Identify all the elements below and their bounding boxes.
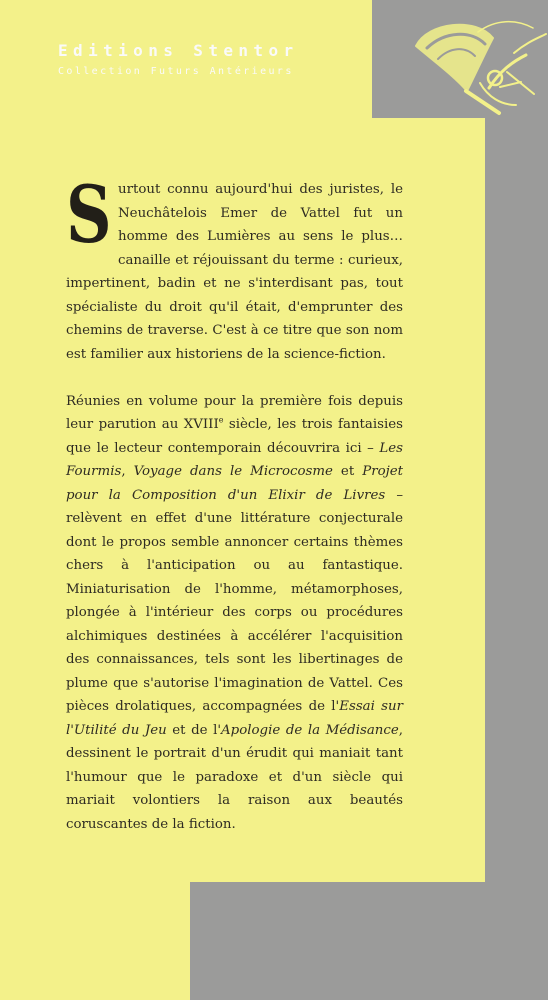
title-separator: ,: [121, 464, 134, 479]
title-between-text: et de l': [166, 722, 222, 738]
title-voyage-microcosme: Voyage dans le Microcosme: [133, 464, 333, 479]
gray-bottom-band: [190, 882, 548, 1000]
description-text-continued: siècle, les trois fantaisies que le lecteur contemporain découvrira ici –: [66, 417, 403, 456]
title-elixir-de-livres: Projet pour la Composition d'un Elixir de Livres: [66, 464, 404, 503]
description-text-start: Réunies en volume pour la première fois depuis leur parution au XVIII: [66, 393, 403, 432]
title-les-fourmis: Les Fourmis: [66, 440, 403, 479]
publisher-name: Editions Stentor: [58, 41, 299, 60]
description-text-middle: – relèvent en effet d'une littérature conjecturale dont le propos semble annoncer certains thèmes chers à l'anticipation ou au fantastique. Miniaturisation de l'homme, métamorphoses, plongée à l'intérieur des corps ou procédures alchimiques destinées à accélérer l'acquisition des connaissances, tels sont les libertinages de plume que s'autorise l'imagination de Vattel. Ces pièces drolatiques, accompagnées de l': [66, 487, 403, 714]
gramophone-horn-emblem-icon: [398, 14, 548, 118]
title-essai-utilite-jeu: Essai sur l'Utilité du Jeu: [66, 699, 403, 738]
intro-paragraph: [66, 168, 403, 366]
title-apologie-medisance: Apologie de la Médisance: [221, 722, 399, 738]
century-superscript: e: [218, 415, 224, 425]
drop-cap-letter: S: [66, 168, 112, 261]
back-cover-text: [66, 168, 404, 836]
intro-paragraph-text: urtout connu aujourd'hui des juristes, le Neuchâtelois Emer de Vattel fut un homme des Lumières au sens le plus… canaille et réjouissant du terme : curieux, impertinent, badin et ne s'interdisant pas, tout spécialiste du droit qu'il était, d'emprunter des chemins de traverse. C'est à ce titre que son nom est familier aux historiens de la science-fiction.: [66, 182, 403, 362]
gray-right-band: [485, 0, 548, 1000]
collection-name: Collection Futurs Antérieurs: [58, 66, 294, 77]
description-text-end: , dessinent le portrait d'un érudit qui maniait tant l'humour que le paradoxe et d'un siècle qui mariait volontiers la raison aux beautés coruscantes de la fiction.: [66, 722, 404, 832]
title-conjunction: et: [332, 464, 363, 479]
description-paragraph: [66, 390, 403, 837]
